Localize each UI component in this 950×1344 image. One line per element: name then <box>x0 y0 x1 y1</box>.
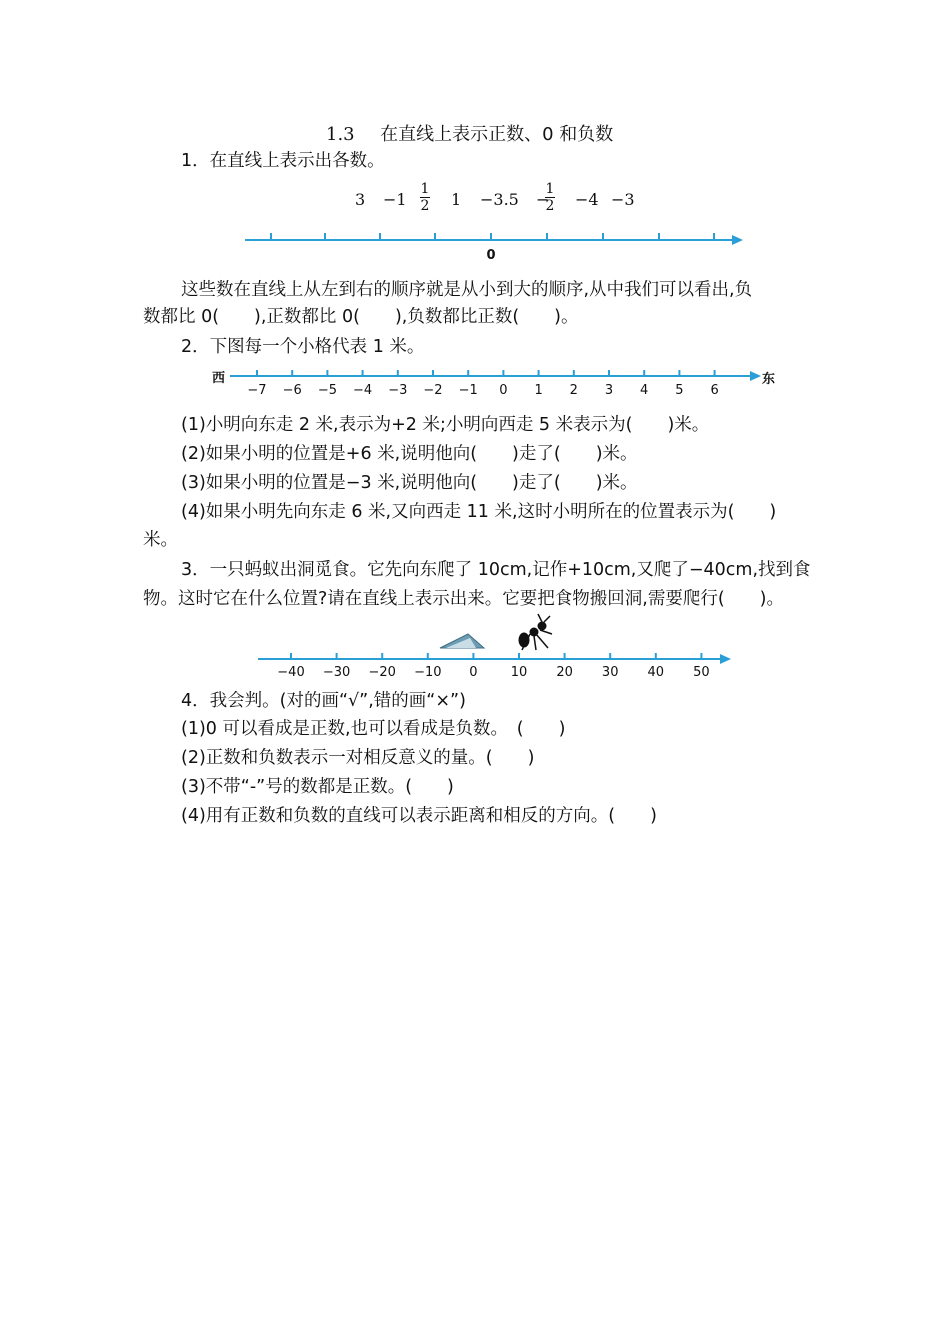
ant-icon <box>519 614 552 650</box>
q2-tick-label-6: −1 <box>458 383 478 398</box>
q2-s1: (1)小明向东走 2 米,表示为+2 米;小明向西走 5 米表示为( )米。 <box>181 415 710 435</box>
q4-s3: (3)不带“-”号的数都是正数。( ) <box>181 777 454 797</box>
q3-tick-label-3: −10 <box>414 665 442 680</box>
q3-tick-label-7: 30 <box>601 665 619 680</box>
title-number: 1.3 <box>326 124 355 145</box>
q1-number-line <box>0 225 950 265</box>
q2-s2: (2)如果小明的位置是+6 米,说明他向( )走了( )米。 <box>181 444 638 464</box>
q2-s3: (3)如果小明的位置是−3 米,说明他向( )走了( )米。 <box>181 473 638 493</box>
q1-num-3: 3 <box>355 190 366 209</box>
q1-number-list <box>0 180 950 220</box>
q2-prompt: 2．下图每一个小格代表 1 米。 <box>181 337 425 357</box>
q3-tick-label-8: 40 <box>647 665 665 680</box>
q3-number-line <box>0 612 950 684</box>
q3-axis-arrow <box>720 654 731 664</box>
q1-para-line1: 这些数在直线上从左到右的顺序就是从小到大的顺序,从中我们可以看出,负 <box>181 280 753 300</box>
q1-num-neg-half <box>545 182 555 213</box>
q1-num-neg3-5: −3.5 <box>480 190 519 209</box>
q2-tick-label-13: 6 <box>710 383 719 398</box>
q1-num-neg1: −1 <box>383 190 407 209</box>
q2-tick-label-10: 3 <box>604 383 614 398</box>
q2-tick-label-1: −6 <box>282 383 302 398</box>
q2-tick-label-2: −5 <box>317 383 337 398</box>
q1-prompt: 1．在直线上表示出各数。 <box>181 151 385 171</box>
east-label: 东 <box>762 372 776 387</box>
q2-tick-label-9: 2 <box>569 383 578 398</box>
q1-axis-arrow <box>732 235 743 245</box>
half-numerator: 1 <box>420 181 430 197</box>
q2-s4-line1: (4)如果小明先向东走 6 米,又向西走 11 米,这时小明所在的位置表示为( ) <box>181 502 777 522</box>
neg-half-denominator: 2 <box>545 198 555 214</box>
q2-tick-label-7: 0 <box>499 383 508 398</box>
half-denominator: 2 <box>420 198 430 214</box>
q1-num-neg3: −3 <box>611 190 635 209</box>
q3-line2: 物。这时它在什么位置?请在直线上表示出来。它要把食物搬回洞,需要爬行( )。 <box>143 589 785 609</box>
q2-tick-label-4: −3 <box>388 383 408 398</box>
q1-num-neg4: −4 <box>575 190 599 209</box>
q2-s4-line2: 米。 <box>143 530 178 550</box>
neg-half-numerator: 1 <box>545 181 555 197</box>
q1-num-neg-sign: − <box>536 190 550 209</box>
q1-para-line2: 数都比 0( ),正数都比 0( ),负数都比正数( )。 <box>143 307 579 327</box>
q1-num-half <box>420 182 430 213</box>
q2-axis-arrow <box>750 371 761 381</box>
q2-tick-label-0: −7 <box>247 383 267 398</box>
page-title <box>326 120 613 146</box>
west-label: 西 <box>212 371 226 386</box>
q3-tick-label-4: 0 <box>469 665 478 680</box>
q2-tick-label-5: −2 <box>423 383 443 398</box>
q3-tick-label-9: 50 <box>693 665 710 680</box>
q3-line1: 3．一只蚂蚁出洞觅食。它先向东爬了 10cm,记作+10cm,又爬了−40cm,找到食 <box>181 560 811 580</box>
q1-zero-label: 0 <box>486 248 496 263</box>
q3-tick-label-1: −30 <box>322 665 351 680</box>
q2-tick-label-12: 5 <box>675 383 684 398</box>
q3-tick-label-2: −20 <box>368 665 396 680</box>
q4-s1: (1)0 可以看成是正数,也可以看成是负数。 ( ) <box>181 719 566 739</box>
tent-icon <box>440 634 484 648</box>
q3-tick-label-5: 10 <box>510 665 528 680</box>
title-text: 在直线上表示正数、0 和负数 <box>380 124 614 145</box>
q4-s2: (2)正数和负数表示一对相反意义的量。( ) <box>181 748 535 768</box>
q1-num-1: 1 <box>451 190 462 209</box>
q2-tick-label-8: 1 <box>534 383 543 398</box>
q2-number-line <box>0 362 950 402</box>
q4-s4: (4)用有正数和负数的直线可以表示距离和相反的方向。( ) <box>181 806 657 826</box>
q2-tick-label-3: −4 <box>353 383 373 398</box>
q2-tick-label-11: 4 <box>640 383 649 398</box>
q3-tick-label-6: 20 <box>556 665 573 680</box>
q4-prompt: 4．我会判。(对的画“√”,错的画“×”) <box>181 691 466 711</box>
q3-tick-label-0: −40 <box>277 665 305 680</box>
